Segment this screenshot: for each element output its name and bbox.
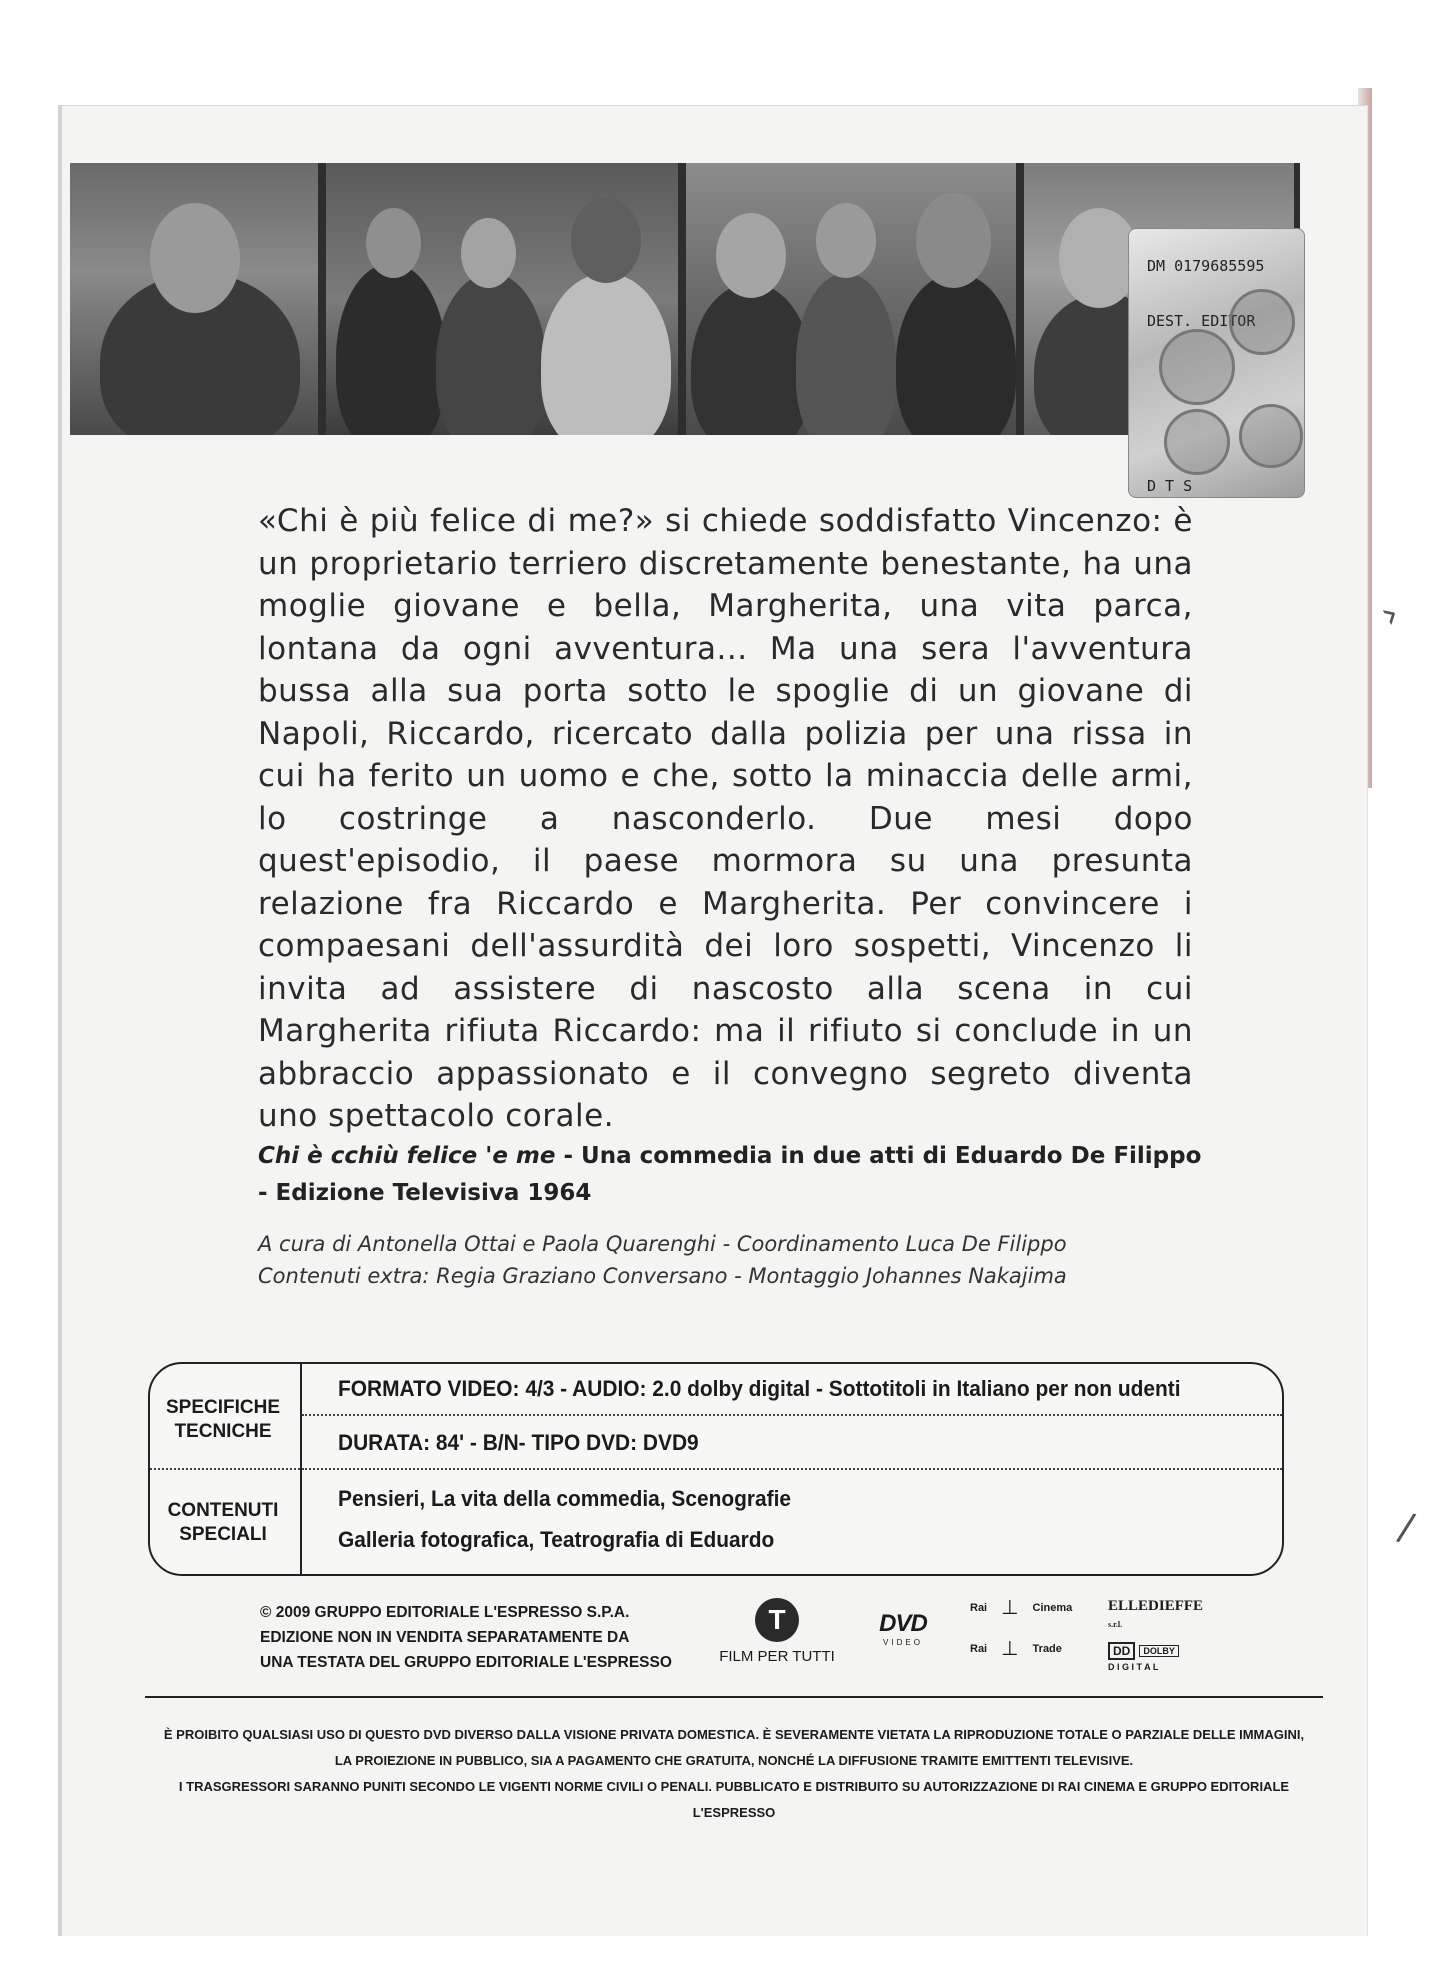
- copyright-line-1: © 2009 GRUPPO EDITORIALE L'ESPRESSO S.P.A.: [260, 1604, 630, 1621]
- copyright-block: [260, 1600, 672, 1675]
- photo-strip: [70, 163, 1300, 435]
- specs-label-line-1: SPECIFICHE: [165, 1397, 281, 1418]
- legal-line-1: È PROIBITO QUALSIASI USO DI QUESTO DVD DIVERSO DALLA VISIONE PRIVATA DOMESTICA. È SEVERAMENTE VIETATA LA RIPRODUZIONE TOTALE O PARZIALE DELLE IMMAGINI,: [163, 1727, 1305, 1742]
- footer-divider: [145, 1696, 1323, 1698]
- credits-line-2: Contenuti extra: Regia Graziano Conversano - Montaggio Johannes Nakajima: [258, 1264, 1067, 1288]
- technical-specs-box: [148, 1362, 1284, 1576]
- dolby-label: DOLBY: [1139, 1645, 1179, 1657]
- dvd-logo-text: DVD: [879, 1610, 927, 1637]
- copyright-line-3: UNA TESTATA DEL GRUPPO EDITORIALE L'ESPRESSO: [260, 1654, 672, 1671]
- special-contents-1: Pensieri, La vita della commedia, Scenografie: [338, 1486, 792, 1511]
- spec-video-audio: FORMATO VIDEO: 4/3 - AUDIO: 2.0 dolby digital - Sottotitoli in Italiano per non udenti: [338, 1376, 1181, 1401]
- dvd-logo-sub: VIDEO: [883, 1638, 923, 1647]
- special-contents-2: Galleria fotografica, Teatrografia di Eduardo: [338, 1527, 775, 1552]
- synopsis-text: «Chi è più felice di me?» si chiede soddisfatto Vincenzo: è un proprietario terriero discretamente benestante, ha una moglie giovane e bella, Margherita, una vita parca, lontana da ogni avventura... Ma una sera l'avventura bussa alla sua porta sotto le spoglie di un giovane di Napoli, Riccardo, ricercato dalla polizia per una rissa in cui ha ferito un uomo e che, sotto la minaccia delle armi, lo costringe a nasconderlo. Due mesi dopo quest'episodio, il paese mormora su una presunta relazione fra Riccardo e Margherita. Per convincere i compaesani dell'assurdità dei loro sospetti, Vincenzo li invita ad assistere di nascosto alla scena in cui Margherita rifiuta Riccardo: ma il rifiuto si conclude in un abbraccio appassionato e il convegno segreto diventa uno spettacolo corale.: [258, 503, 1193, 1134]
- credits-line-1: A cura di Antonella Ottai e Paola Quarenghi - Coordinamento Luca De Filippo: [258, 1232, 1067, 1256]
- dolby-digital-label: D I G I T A L: [1108, 1662, 1159, 1672]
- film-per-tutti-logo: [712, 1598, 842, 1665]
- work-title: [258, 1138, 1208, 1212]
- siae-hologram-sticker: [1128, 228, 1305, 498]
- hologram-serial: DM 0179685595: [1147, 257, 1265, 275]
- title-italic: Chi è cchiù felice 'e me: [258, 1143, 556, 1169]
- legal-notice: [145, 1722, 1323, 1826]
- specs-label-line-2: TECNICHE: [174, 1421, 272, 1442]
- photo-frame-1: [70, 163, 318, 435]
- rai-logos: [970, 1595, 1085, 1661]
- photo-frame-2: [326, 163, 678, 435]
- dolby-double-d-icon: DD: [1108, 1642, 1135, 1660]
- scratch-mark: ›: [1372, 591, 1408, 637]
- credits: [258, 1228, 1218, 1292]
- photo-frame-3: [686, 163, 1016, 435]
- title-rest: - Una commedia in due atti di Eduardo De Filippo - Edizione Televisiva 1964: [258, 1143, 1202, 1206]
- elledieffe-dolby-logos: [1108, 1598, 1218, 1672]
- specs-label: [150, 1396, 296, 1444]
- rai-arrow-icon: ⊥: [1001, 1597, 1019, 1619]
- hologram-footer: D T S: [1147, 477, 1193, 495]
- rai-trade-label: Trade: [1032, 1642, 1062, 1655]
- rai-arrow-icon: ⊥: [1001, 1638, 1019, 1660]
- scratch-mark: /: [1394, 1504, 1419, 1550]
- special-contents-label: [150, 1499, 296, 1547]
- siae-seal-icon: [1164, 409, 1230, 475]
- rai-label-1: Rai: [970, 1601, 988, 1614]
- legal-line-2: LA PROIEZIONE IN PUBBLICO, SIA A PAGAMENTO CHE GRATUITA, NONCHÉ LA DIFFUSIONE TRAMITE EMITTENTI TELEVISIVE.: [334, 1753, 1134, 1768]
- spec-duration: DURATA: 84' - B/N- TIPO DVD: DVD9: [338, 1430, 699, 1455]
- special-label-line-1: CONTENUTI: [167, 1500, 279, 1521]
- elledieffe-suffix: s.r.l.: [1108, 1620, 1123, 1629]
- elledieffe-logo: ELLEDIEFFE: [1108, 1598, 1204, 1614]
- siae-seal-icon: [1229, 289, 1295, 355]
- rai-cinema-label: Cinema: [1032, 1601, 1073, 1614]
- film-per-tutti-label: FILM PER TUTTI: [719, 1648, 835, 1665]
- legal-line-3: I TRASGRESSORI SARANNO PUNITI SECONDO LE VIGENTI NORME CIVILI O PENALI. PUBBLICATO E DISTRIBUITO SU AUTORIZZAZIONE DI RAI CINEMA E GRUPPO EDITORIALE L'ESPRESSO: [178, 1779, 1290, 1820]
- rai-label-2: Rai: [970, 1642, 988, 1655]
- siae-seal-icon: [1159, 329, 1235, 405]
- hologram-dest-label: DEST. EDITOR: [1147, 312, 1256, 330]
- copyright-line-2: EDIZIONE NON IN VENDITA SEPARATAMENTE DA: [260, 1629, 630, 1646]
- film-per-tutti-icon: T: [755, 1598, 799, 1642]
- dvd-video-logo: [868, 1610, 938, 1647]
- special-label-line-2: SPECIALI: [179, 1524, 267, 1545]
- siae-seal-icon: [1239, 404, 1303, 468]
